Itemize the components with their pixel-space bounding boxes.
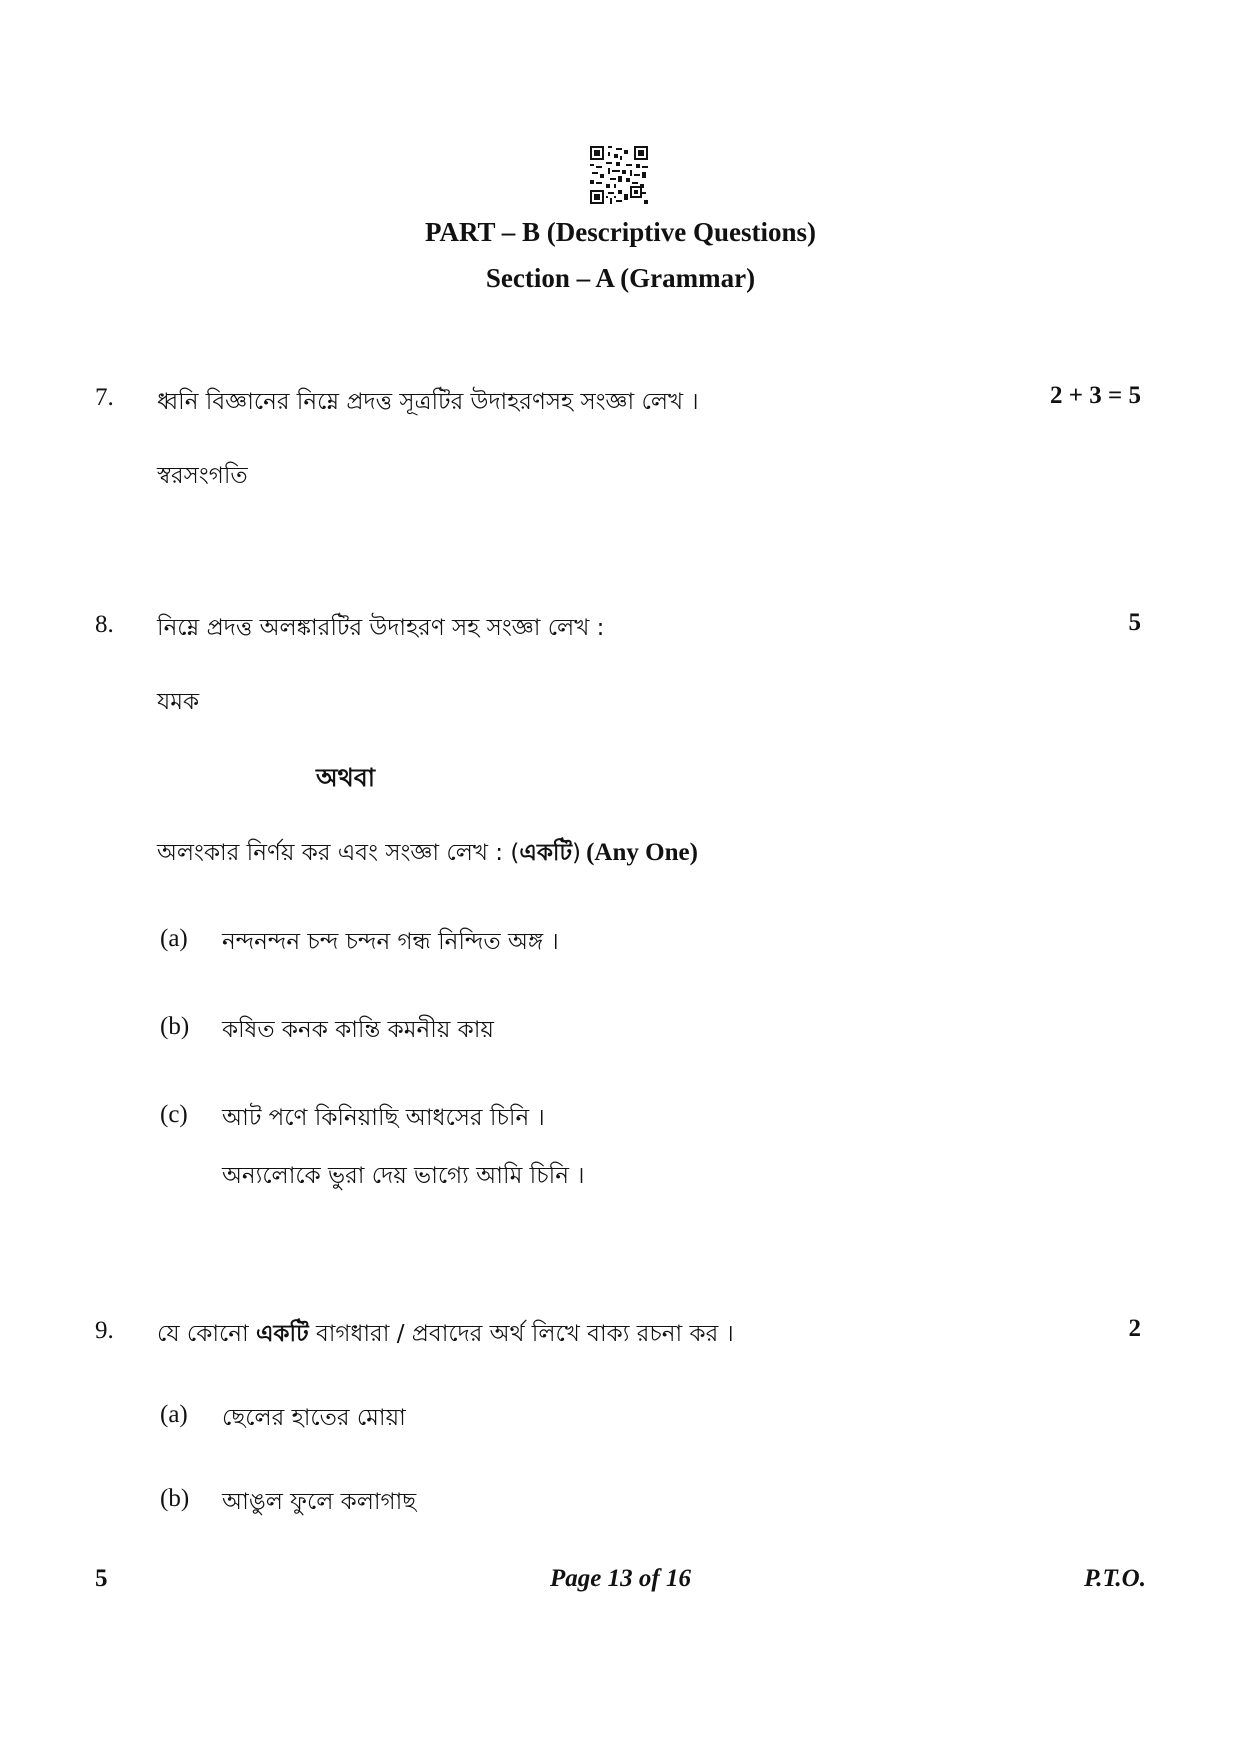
question-9-marks: 2 (1128, 1315, 1141, 1342)
alt-text-english: (Any One) (586, 839, 698, 866)
question-8-number: 8. (95, 611, 114, 638)
question-8-text: নিম্নে প্রদত্ত অলঙ্কারটির উদাহরণ সহ সংজ্ঞা লেখ : (157, 615, 605, 641)
option-b-label: (b) (160, 1013, 190, 1040)
question-7-number: 7. (95, 384, 114, 411)
part-title: PART – B (Descriptive Questions) (424, 217, 817, 247)
q9-option-b-text: আঙুল ফুলে কলাগাছ (222, 1489, 417, 1515)
q9-option-a-label: (a) (160, 1401, 188, 1428)
alt-text-after: ) (572, 840, 582, 866)
footer-code: 5 (95, 1565, 108, 1592)
question-9-number: 9. (95, 1317, 114, 1344)
page-number: Page 13 of 16 (550, 1565, 691, 1592)
question-9-text-after: বাগধারা / প্রবাদের অর্থ লিখে বাক্য রচনা কর । (308, 1321, 734, 1347)
question-9-text-bold: একটি (255, 1321, 309, 1347)
q9-option-b-label: (b) (160, 1485, 190, 1512)
question-9-text (157, 1315, 734, 1354)
q9-option-a-text: ছেলের হাতের মোয়া (222, 1405, 406, 1431)
question-7-text: ধ্বনি বিজ্ঞানের নিম্নে প্রদত্ত সূত্রটির উদাহরণসহ সংজ্ঞা লেখ । (157, 389, 699, 415)
question-7-item: স্বরসংগতি (157, 463, 248, 489)
or-label: অথবা (316, 763, 376, 792)
alt-text-before: অলংকার নির্ণয় কর এবং সংজ্ঞা লেখ : ( (157, 840, 520, 866)
option-c-line-1: আট পণে কিনিয়াছি আধসের চিনি । (222, 1105, 545, 1131)
question-7-marks: 2 + 3 = 5 (1050, 382, 1141, 409)
question-8-marks: 5 (1128, 609, 1141, 636)
question-8-item: যমক (157, 689, 200, 715)
qr-code (590, 145, 648, 205)
question-8-alt-instruction (157, 834, 698, 873)
option-b-text: কষিত কনক কান্তি কমনীয় কায় (222, 1017, 494, 1043)
option-c-label: (c) (160, 1101, 188, 1128)
question-9-text-before: যে কোনো (157, 1321, 256, 1347)
option-a-text: নন্দনন্দন চন্দ চন্দন গন্ধ নিন্দিত অঙ্গ । (222, 929, 559, 955)
pto-label: P.T.O. (1084, 1565, 1146, 1592)
option-c-line-2: অন্যলোকে ভুরা দেয় ভাগ্যে আমি চিনি । (222, 1163, 585, 1189)
section-title: Section – A (Grammar) (485, 263, 756, 293)
alt-text-bold: একটি (519, 840, 573, 866)
option-a-label: (a) (160, 925, 188, 952)
